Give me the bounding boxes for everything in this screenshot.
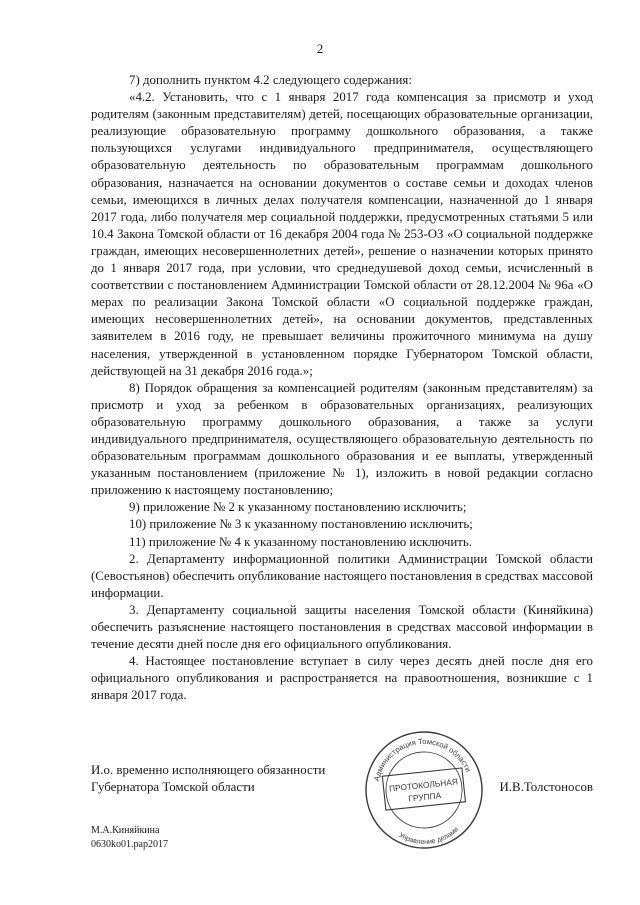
paragraph-item-10: 10) приложение № 3 к указанному постановлению исключить; <box>129 517 473 532</box>
signatory-position <box>91 762 325 796</box>
paragraph-section-4: 4. Настоящее постановление вступает в силу через десять дней после дня его официального опубликования и распространяется на правоотношения, возникшие с 1 января 2017 года. <box>91 654 593 703</box>
stamp-outer-text: Администрация Томской области <box>371 736 473 783</box>
document-body <box>91 72 593 704</box>
footer-note <box>91 824 168 852</box>
signatory-position-line1: И.о. временно исполняющего обязанности <box>91 763 326 777</box>
signatory-position-line2: Губернатора Томской области <box>91 780 255 795</box>
executor-name: М.А.Киняйкина <box>91 825 160 836</box>
paragraph-item-11: 11) приложение № 4 к указанному постановлению исключить. <box>129 534 473 549</box>
paragraph-section-2: 2. Департаменту информационной политики Администрации Томской области (Севостьянов) обеспечить опубликование настоящего постановления в средствах массовой информации. <box>91 551 593 600</box>
stamp-inner-line1: ПРОТОКОЛЬНАЯ <box>388 776 459 794</box>
file-code: 0630ko01.pap2017 <box>91 839 168 850</box>
stamp-bottom-text: Управление делами <box>397 826 461 847</box>
paragraph-section-3: 3. Департаменту социальной защиты населения Томской области (Киняйкина) обеспечить разъяснение настоящего постановления в средствах массовой информации в течение десяти дней после дня его официального опубликования. <box>91 602 593 652</box>
paragraph-item-8: 8) Порядок обращения за компенсацией родителям (законным представителям) за присмотр и уход за ребенком в образовательных организациях, реализующих образовательную программу дошкольного образования, а также за услуги индивидуального предпринимателя, осуществляющего образовательную деятельность по образовательным программам дошкольного образования и ее выплаты, утвержденный указанным постановлением (приложение № 1), изложить в новой редакции согласно приложению к настоящему постановлению; <box>91 380 593 498</box>
paragraph-clause-4-2: «4.2. Установить, что с 1 января 2017 года компенсация за присмотр и уход родителям (законным представителям) детей, посещающих образовательные организации, реализующие образовательную программу дошкольного образования, а также пользующихся услугами индивидуального предпринимателя, осуществляющего образовательную деятельность по образовательным программам дошкольного образования, назначается на основании документов о составе семьи и доходах членов семьи, имеющихся в личных делах получателя компенсации, назначенной до 1 января 2017 года, либо получателя мер социальной поддержки, предусмотренных статьями 5 или 10.4 Закона Томской области от 16 декабря 2004 года № 253-ОЗ «О социальной поддержке граждан, имеющих несовершеннолетних детей», решение о назначении которых принято до 1 января 2017 года, при условии, что среднедушевой доход семьи, исчисленный в соответствии с постановлением Администрации Томской области от 28.12.2004 № 96а «О мерах по реализации Закона Томской области «О социальной поддержке граждан, имеющих несовершеннолетних детей», на основании документов, представленных заявителем в 2016 году, не превышает величины прожиточного минимума на душу населения, утвержденной в установленном порядке Губернатором Томской области, действующей на 31 декабря 2016 года.»; <box>91 90 593 378</box>
signature-block <box>91 762 593 802</box>
stamp-outer-ring <box>362 728 486 852</box>
official-stamp <box>362 728 486 852</box>
paragraph-item-9: 9) приложение № 2 к указанному постановлению исключить; <box>129 500 467 515</box>
signatory-name: И.В.Толстоносов <box>499 780 593 794</box>
stamp-inner-line2: ГРУППА <box>407 790 442 804</box>
paragraph-item-7: 7) дополнить пунктом 4.2 следующего содержания: <box>129 73 412 87</box>
page-number: 2 <box>316 41 324 56</box>
